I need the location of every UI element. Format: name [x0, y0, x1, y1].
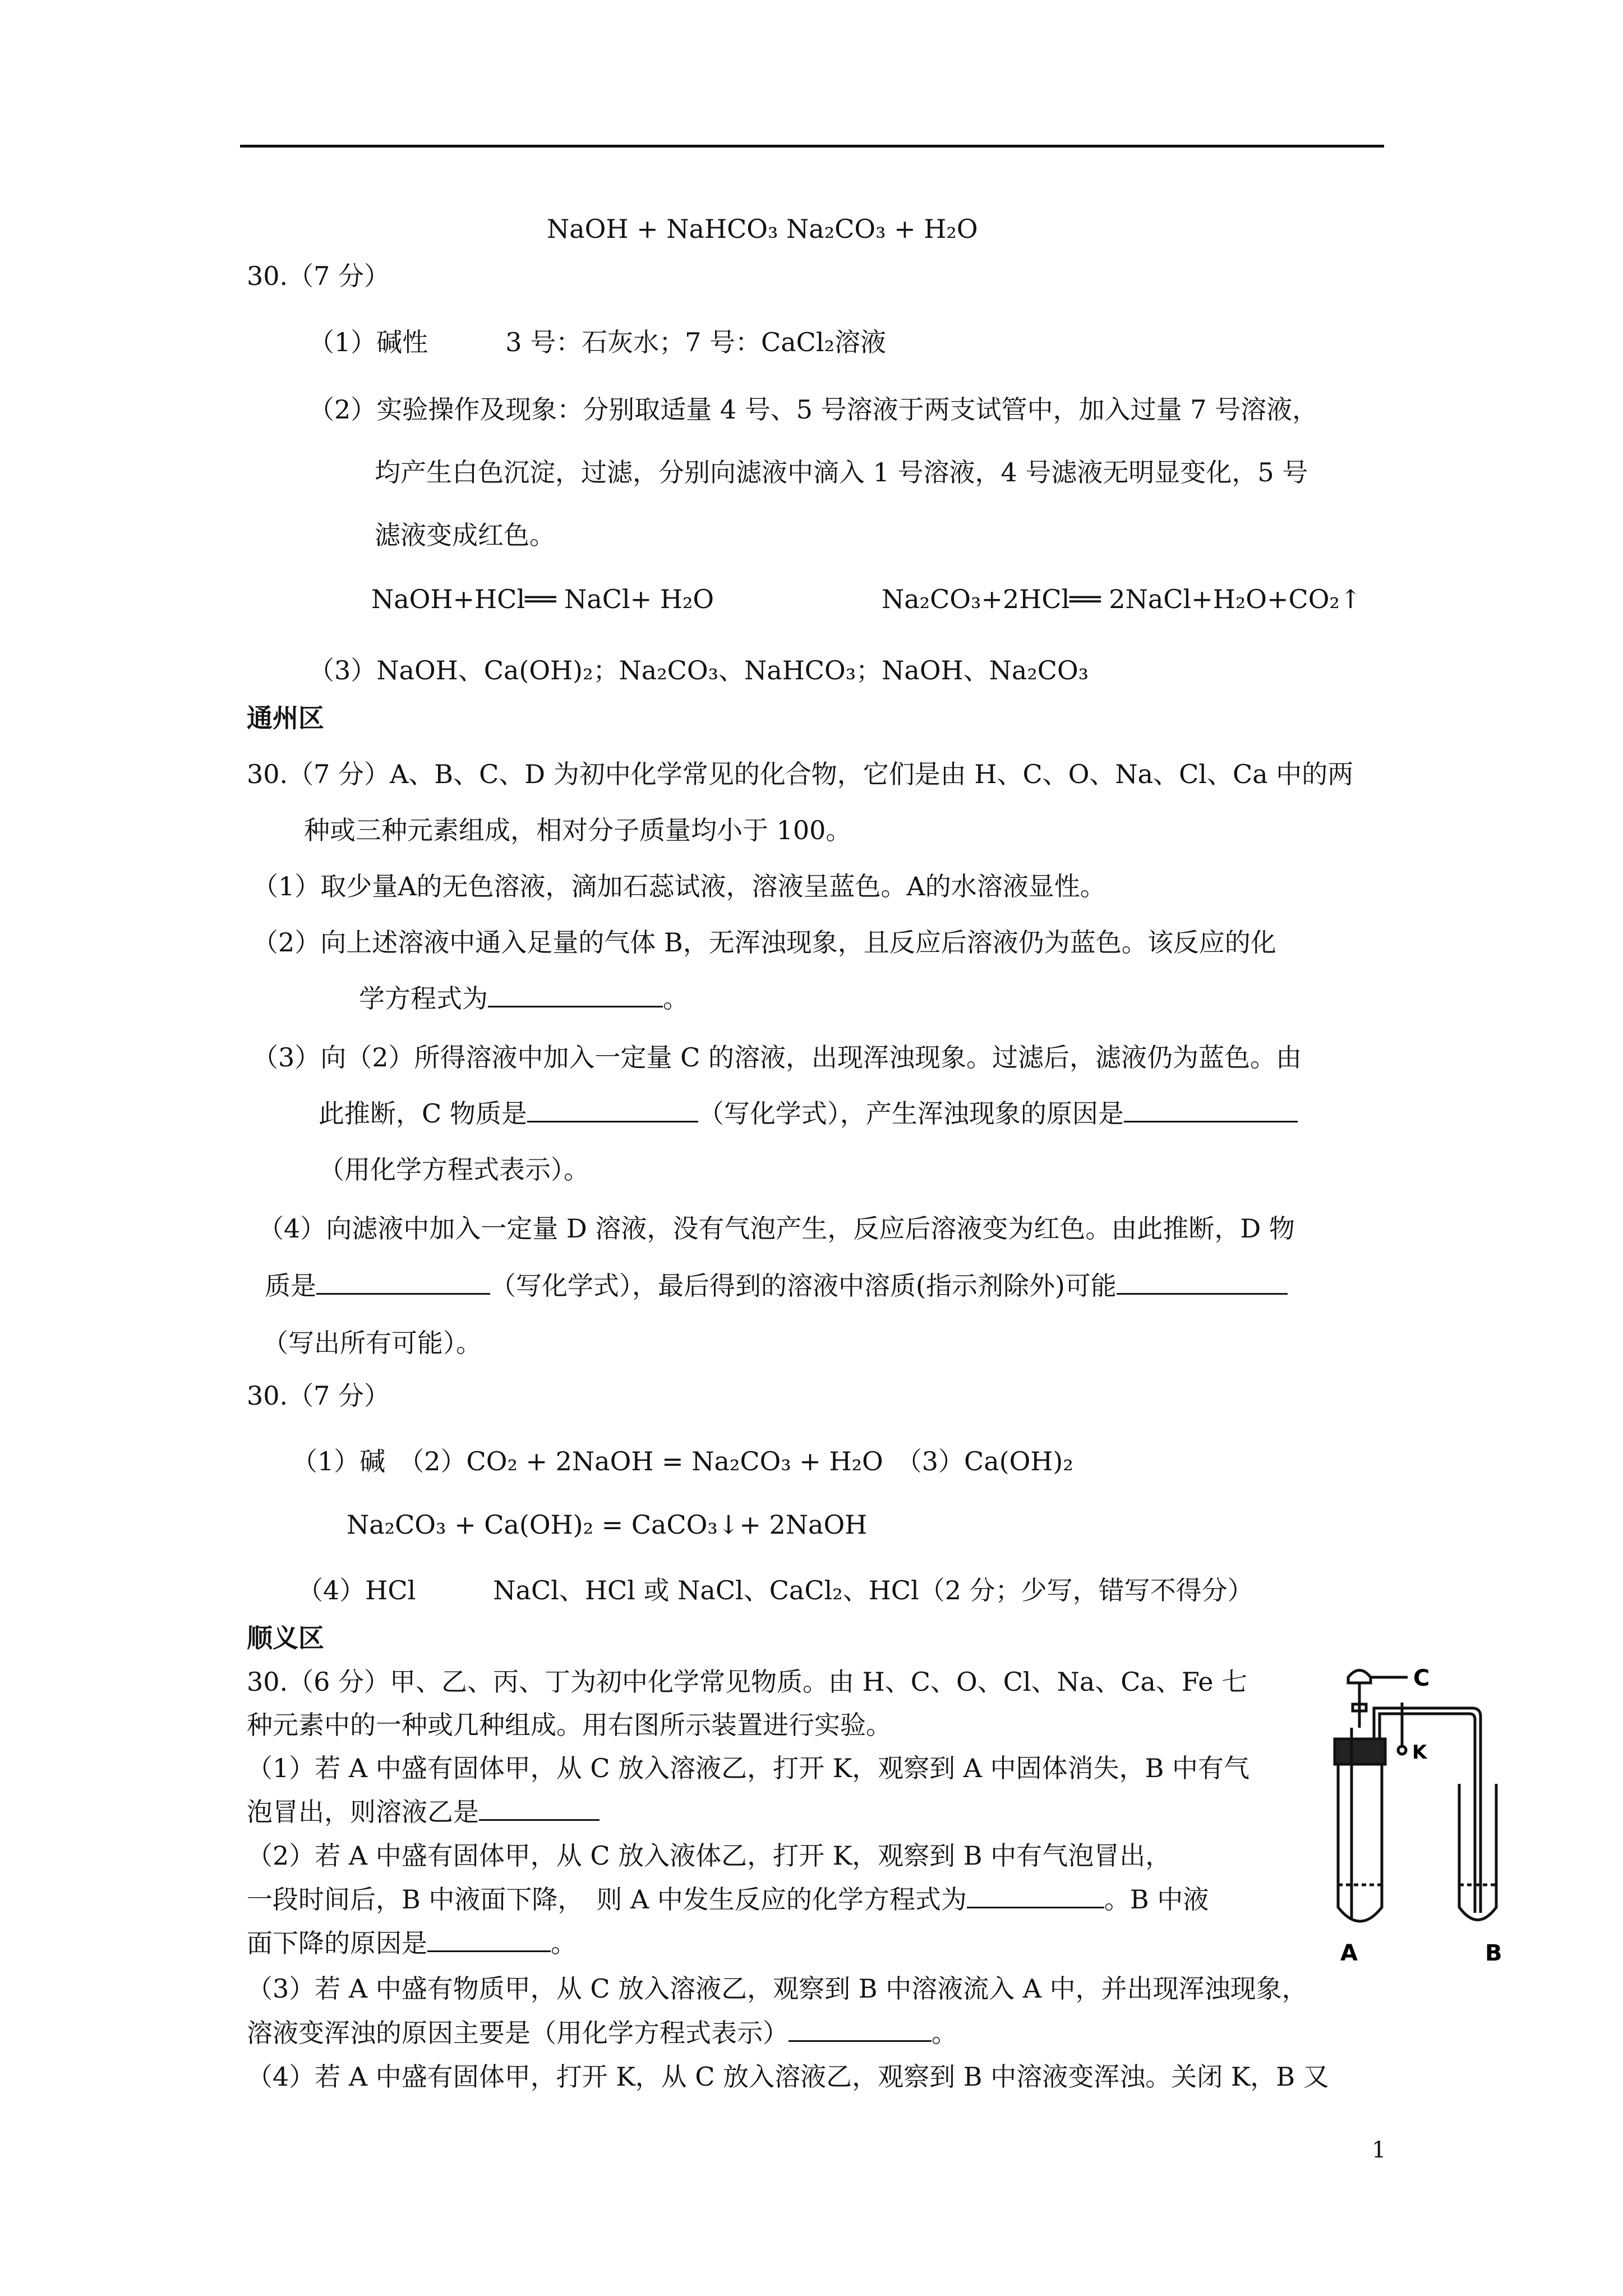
apparatus-diagram: [1312, 1660, 1548, 1975]
answer-line: 均产生白色沉淀，过滤，分别向滤液中滴入 1 号溶液，4 号滤液无明显变化，5 号: [375, 457, 1308, 487]
header-rule: [240, 145, 1384, 148]
answer-line: （1）碱 （2）CO₂ + 2NaOH = Na₂CO₃ + H₂O （3）Ca(OH)₂: [292, 1446, 1073, 1476]
question-line: 种元素中的一种或几种组成。用右图所示装置进行实验。: [247, 1710, 892, 1740]
answer-line: （3）NaOH、Ca(OH)₂；Na₂CO₃、NaHCO₃；NaOH、Na₂CO₃: [308, 655, 1089, 685]
answer-blank[interactable]: [1124, 1098, 1298, 1122]
question-line: （3）向（2）所得溶液中加入一定量 C 的溶液，出现浑浊现象。过滤后，滤液仍为蓝色。由: [252, 1042, 1302, 1073]
question-line: 种或三种元素组成，相对分子质量均小于 100。: [304, 815, 852, 845]
answer-blank[interactable]: [427, 1928, 551, 1952]
question-line: （4）向滤液中加入一定量 D 溶液，没有气泡产生，反应后溶液变为红色。由此推断，D 物: [258, 1213, 1295, 1244]
section-heading-shunyi: 顺义区: [247, 1623, 324, 1653]
answer-blank[interactable]: [488, 983, 663, 1007]
question-line: （2）若 A 中盛有固体甲，从 C 放入液体乙，打开 K，观察到 B 中有气泡冒出，: [247, 1841, 1172, 1871]
answer-blank[interactable]: [789, 2018, 932, 2042]
question-line: 一段时间后，B 中液面下降， 则 A 中发生反应的化学方程式为 。B 中液: [247, 1884, 1209, 1915]
equation-line: Na₂CO₃ + Ca(OH)₂ = CaCO₃↓+ 2NaOH: [347, 1510, 868, 1540]
answer-heading: 30.（7 分）: [247, 1381, 390, 1411]
question-line: （1）取少量A的无色溶液，滴加石蕊试液，溶液呈蓝色。A的水溶液显性。: [252, 871, 1106, 901]
answer-blank[interactable]: [1117, 1271, 1288, 1295]
page-number: 1: [1372, 2137, 1386, 2163]
question-line: 溶液变浑浊的原因主要是（用化学方程式表示） 。: [247, 2018, 957, 2048]
answer-heading: 30.（7 分）: [247, 261, 390, 291]
question-line: （3）若 A 中盛有物质甲，从 C 放入溶液乙，观察到 B 中溶液流入 A 中，并出现浑浊现象，: [247, 1973, 1308, 2004]
equation-line: Na₂CO₃+2HCl══ 2NaCl+H₂O+CO₂↑: [882, 584, 1362, 614]
label-k: K: [1412, 1741, 1427, 1764]
question-line: （1）若 A 中盛有固体甲，从 C 放入溶液乙，打开 K，观察到 A 中固体消失，B 中有气: [247, 1753, 1250, 1783]
question-line: （用化学方程式表示）。: [319, 1154, 589, 1185]
answer-blank[interactable]: [967, 1884, 1104, 1908]
answer-line: （2）实验操作及现象：分别取适量 4 号、5 号溶液于两支试管中，加入过量 7 号溶液，: [308, 394, 1318, 425]
label-b: B: [1485, 1940, 1502, 1966]
label-c: C: [1413, 1665, 1430, 1691]
question-line: 面下降的原因是 。: [247, 1928, 577, 1958]
question-line: 质是 （写化学式），最后得到的溶液中溶质(指示剂除外)可能: [265, 1269, 1288, 1303]
question-line: 学方程式为 。: [359, 983, 689, 1014]
equation-line: NaOH+HCl══ NaCl+ H₂O: [371, 584, 714, 614]
question-line: 30.（6 分）甲、乙、丙、丁为初中化学常见物质。由 H、C、O、Cl、Na、Ca、Fe 七: [247, 1667, 1248, 1697]
question-line: （2）向上述溶液中通入足量的气体 B，无浑浊现象，且反应后溶液仍为蓝色。该反应的化: [252, 927, 1276, 958]
answer-blank[interactable]: [316, 1271, 490, 1295]
question-line: 此推断，C 物质是 （写化学式），产生浑浊现象的原因是: [319, 1097, 1298, 1130]
section-heading-tongzhou: 通州区: [247, 703, 324, 733]
question-line: （写出所有可能）。: [262, 1328, 482, 1358]
answer-blank[interactable]: [527, 1098, 698, 1122]
question-line: （4）若 A 中盛有固体甲，打开 K，从 C 放入溶液乙，观察到 B 中溶液变浑浊。关闭 K，B 又: [247, 2062, 1329, 2092]
answer-blank[interactable]: [479, 1797, 600, 1821]
label-a: A: [1340, 1940, 1358, 1966]
answer-line: （1）碱性 3 号：石灰水；7 号：CaCl₂溶液: [308, 327, 887, 357]
question-line: 30.（7 分）A、B、C、D 为初中化学常见的化合物，它们是由 H、C、O、Na、Cl、Ca 中的两: [247, 759, 1354, 789]
question-line: 泡冒出，则溶液乙是: [247, 1795, 600, 1829]
answer-line: 滤液变成红色。: [375, 520, 555, 550]
answer-line: （4）HCl NaCl、HCl 或 NaCl、CaCl₂、HCl（2 分；少写，错写不得分）: [297, 1575, 1253, 1605]
equation-line: NaOH + NaHCO₃ Na₂CO₃ + H₂O: [547, 214, 978, 244]
